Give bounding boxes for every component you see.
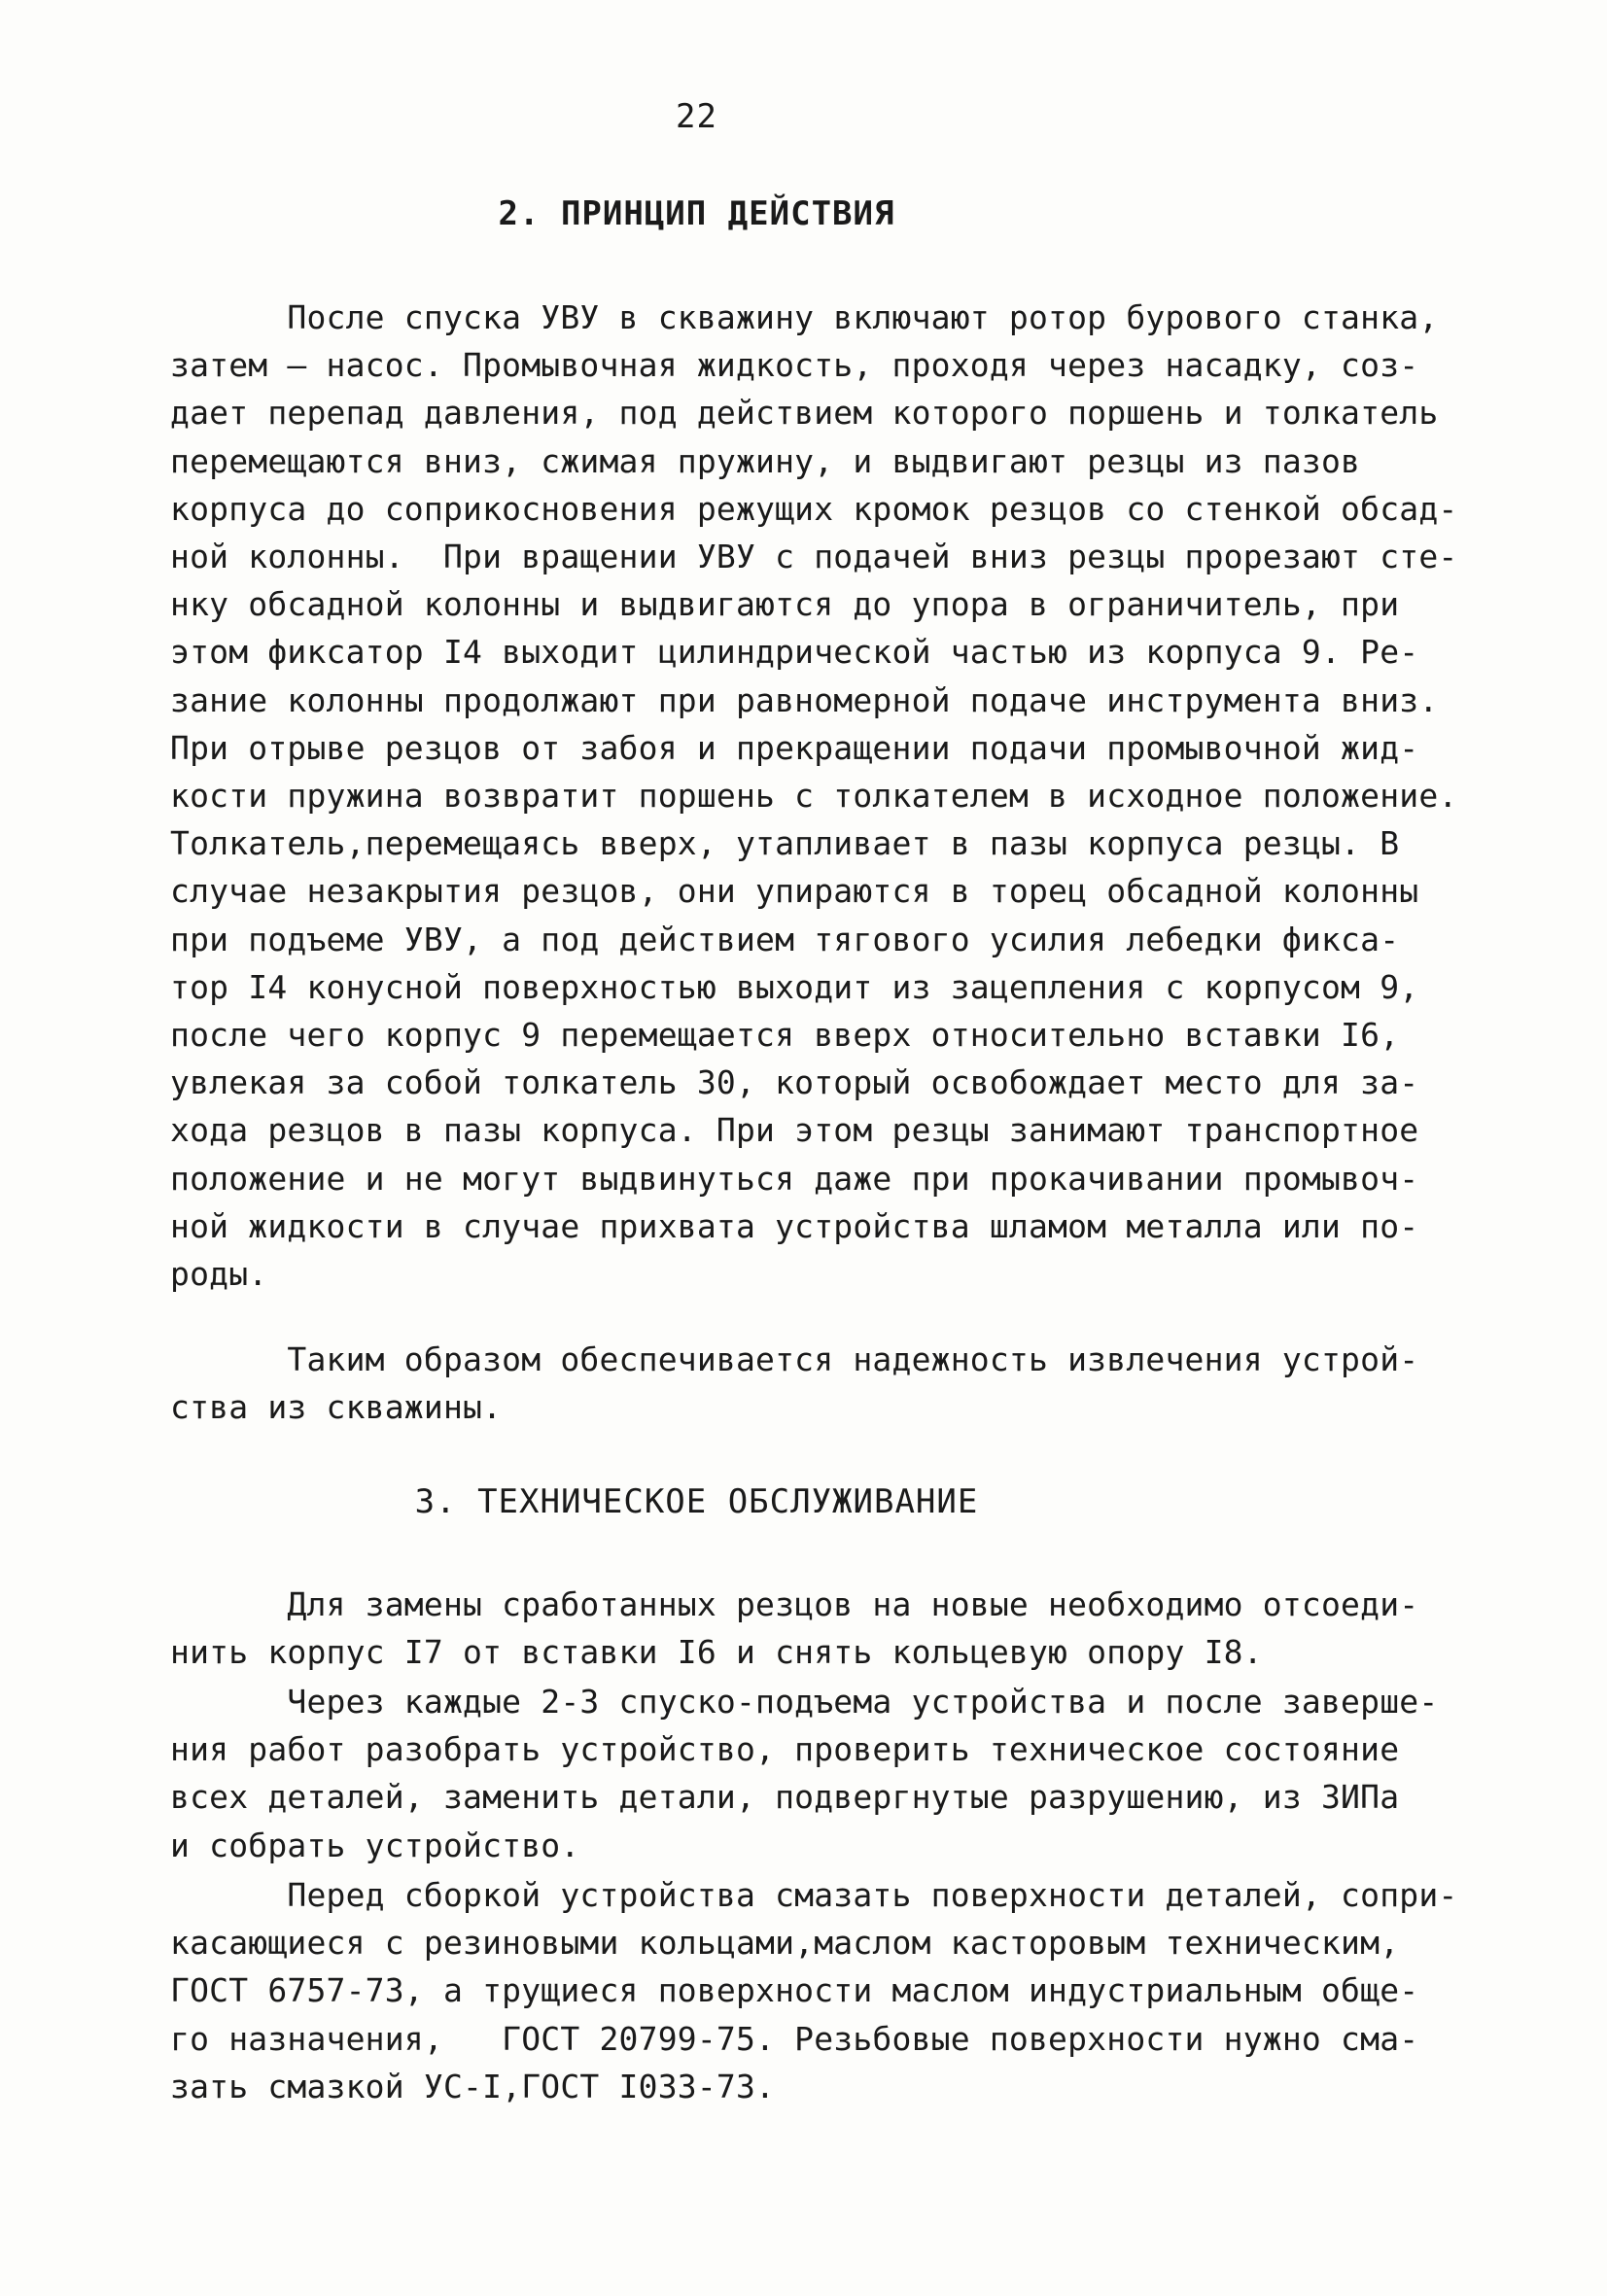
paragraph-lubrication: Перед сборкой устройства смазать поверхности деталей, сопри- касающиеся с резиновыми кольцами,маслом касторовым техническим, ГОСТ 6757-73, а трущиеся поверхности маслом индустриальным обще- го назначения, ГОСТ 20799-75. Резьбовые поверхности нужно сма- зать смазкой УС-I,ГОСТ I033-73. (170, 1876, 1458, 2105)
paragraph-operation-description: После спуска УВУ в скважину включают ротор бурового станка, затем – насос. Промывочная жидкость, проходя через насадку, соз- дает перепад давления, под действием которого поршень и толкатель перемещаются вниз, сжимая пружину, и выдвигают резцы из пазов корпуса до соприкосновения режущих кромок резцов со стенкой обсад- ной колонны. При вращении УВУ с подачей вниз резцы прорезают сте- нку обсадной колонны и выдвигаются до упора в ограничитель, при этом фиксатор I4 выходит цилиндрической частью из корпуса 9. Ре- зание колонны продолжают при равномерной подаче инструмента вниз. При отрыве резцов от забоя и прекращении подачи промывочной жид- кости пружина возвратит поршень с толкателем в исходное положение. Толкатель,перемещаясь вверх, утапливает в пазы корпуса резцы. В случае незакрытия резцов, они упираются в торец обсадной колонны при подъеме УВУ, а под действием тягового усилия лебедки фикса- тор I4 конусной поверхностью выходит из зацепления с корпусом 9, после чего корпус 9 перемещается вверх относительно вставки I6, увлекая за собой толкатель 30, который освобождает место для за- хода резцов в пазы корпуса. При этом резцы занимают транспортное положение и не могут выдвинуться даже при прокачивании промывоч- ной жидкости в случае прихвата устройства шламом металла или по- роды. (170, 298, 1458, 1294)
page-number: 22 (676, 97, 717, 136)
paragraph-reliability: Таким образом обеспечивается надежность извлечения устрой- ства из скважины. (170, 1340, 1419, 1427)
paragraph-cutter-replacement: Для замены сработанных резцов на новые необходимо отсоеди- нить корпус I7 от вставки I6 и снять кольцевую опору I8. (170, 1585, 1419, 1672)
paragraph-inspection: Через каждые 2-3 спуско-подъема устройства и после заверше- ния работ разобрать устройство, проверить техническое состояние всех деталей, заменить детали, подвергнутые разрушению, из ЗИПа и собрать устройство. (170, 1683, 1439, 1864)
section-heading-maintenance: 3. ТЕХНИЧЕСКОЕ ОБСЛУЖИВАНИЕ (414, 1482, 979, 1521)
section-heading-principle: 2. ПРИНЦИП ДЕЙСТВИЯ (498, 194, 895, 233)
